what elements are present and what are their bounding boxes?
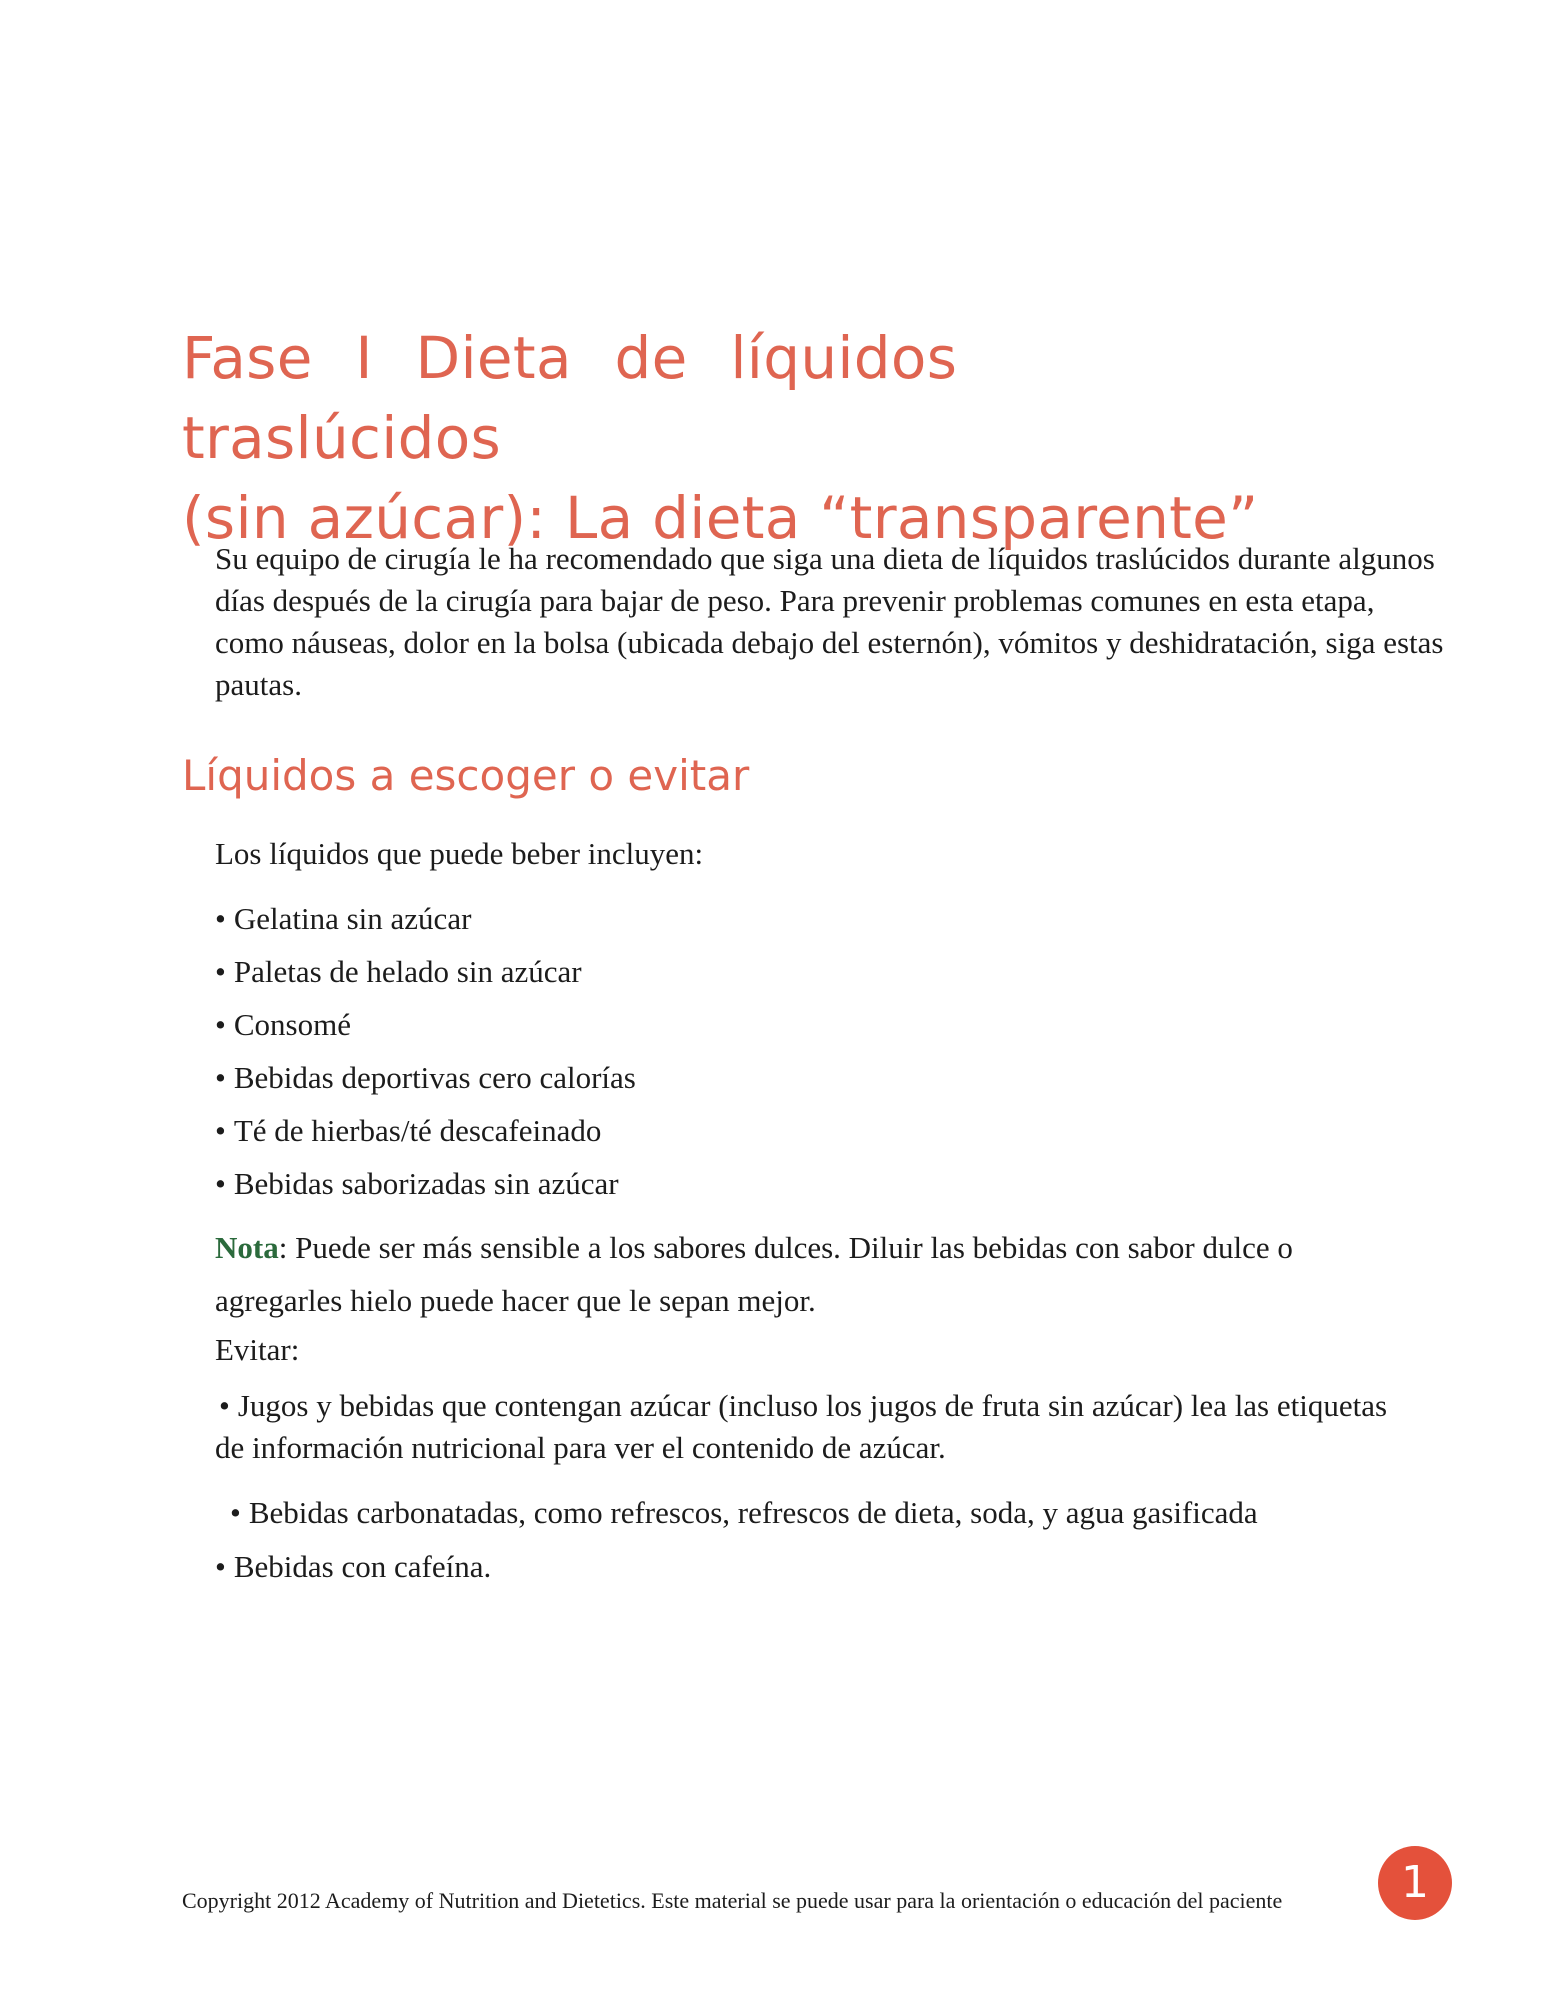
allowed-list-item: • Té de hierbas/té descafeinado (215, 1113, 602, 1148)
page-title-line-1: Fase I Dieta de líquidos traslúcidos (182, 324, 958, 472)
copyright-footer: Copyright 2012 Academy of Nutrition and Dietetics. Este material se puede usar para la orientación o educación del paciente (182, 1888, 1283, 1913)
avoid-intro: Evitar: (215, 1332, 300, 1367)
bullet: • (215, 1113, 226, 1148)
avoid-list-item: • Bebidas carbonatadas, como refrescos, refrescos de dieta, soda, y agua gasificada (230, 1495, 1258, 1530)
bullet: • (215, 1166, 226, 1201)
bullet: • (215, 1549, 226, 1584)
page-title (182, 318, 1302, 558)
page-title-line-2: (sin azúcar): La dieta “transparente” (182, 484, 1259, 552)
intro-paragraph: Su equipo de cirugía le ha recomendado que siga una dieta de líquidos traslúcidos durante algunos días después de la cirugía para bajar de peso. Para prevenir problemas comunes en esta etapa, como náuseas, dolor en la bolsa (ubicada debajo del esternón), vómitos y deshidratación, siga estas pautas. (215, 541, 1444, 702)
bullet: • (215, 954, 226, 989)
page-number-badge: 1 (1378, 1846, 1452, 1920)
avoid-list-item: • Bebidas con cafeína. (215, 1549, 492, 1584)
note-line-1 (215, 1227, 1293, 1269)
bullet: • (219, 1388, 230, 1423)
note-line-2: agregarles hielo puede hacer que le sepan mejor. (215, 1283, 816, 1318)
allowed-list-item: • Consomé (215, 1007, 351, 1042)
allowed-intro: Los líquidos que puede beber incluyen: (215, 836, 704, 871)
bullet: • (215, 901, 226, 936)
allowed-list-item: • Bebidas saborizadas sin azúcar (215, 1166, 619, 1201)
allowed-list-item: • Bebidas deportivas cero calorías (215, 1060, 636, 1095)
bullet: • (230, 1495, 241, 1530)
note-label: Nota (215, 1230, 279, 1265)
bullet: • (215, 1060, 226, 1095)
section-heading: Líquidos a escoger o evitar (182, 751, 750, 800)
allowed-list-item: • Gelatina sin azúcar (215, 901, 472, 936)
allowed-list-item: • Paletas de helado sin azúcar (215, 954, 582, 989)
bullet: • (215, 1007, 226, 1042)
note-text: : Puede ser más sensible a los sabores dulces. Diluir las bebidas con sabor dulce o (278, 1230, 1293, 1265)
avoid-list-item: • Jugos y bebidas que contengan azúcar (incluso los jugos de fruta sin azúcar) lea las etiquetas de información nutricional para ver el contenido de azúcar. (215, 1388, 1388, 1465)
